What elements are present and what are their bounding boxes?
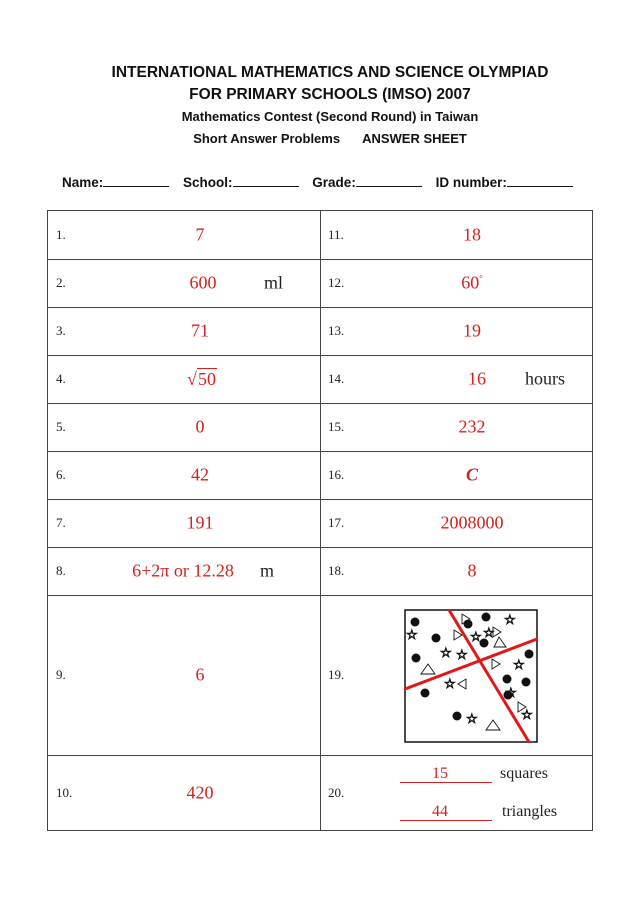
answer-cell-19: [320, 595, 592, 755]
dot-icon: [421, 689, 430, 698]
question-number: 18.: [328, 563, 345, 578]
title-line-1: INTERNATIONAL MATHEMATICS AND SCIENCE OLYMPIAD: [111, 64, 549, 81]
table-row: [48, 211, 592, 260]
star-icon: ☆: [470, 630, 482, 645]
answer-value: 8: [467, 560, 477, 581]
name-field[interactable]: [103, 174, 169, 187]
dot-icon: [411, 618, 420, 627]
degree-symbol: °: [479, 273, 483, 284]
answer-cell-15: [320, 403, 592, 451]
answer-value: 2008000: [440, 512, 504, 533]
answer-value: 18: [463, 224, 481, 245]
answer-cell-6: [48, 451, 320, 499]
square-root-answer: √50: [187, 369, 216, 389]
question-number: 14.: [328, 371, 345, 386]
answer-cell-7: [48, 499, 320, 547]
table-row: [48, 547, 592, 596]
grade-field[interactable]: [356, 174, 422, 187]
triangles-count: 44: [432, 803, 448, 820]
section-label: Short Answer Problems: [193, 131, 341, 146]
dot-icon: [522, 678, 531, 687]
table-row: [48, 595, 592, 756]
question-number: 19.: [328, 667, 345, 682]
question-number: 10.: [56, 785, 73, 800]
question-number: 20.: [328, 785, 345, 800]
answer-value: 42: [191, 464, 209, 485]
squares-count: 15: [432, 765, 448, 782]
answer-cell-8: [48, 547, 320, 595]
question-number: 1.: [56, 227, 66, 242]
answer-value: 7: [195, 224, 205, 245]
question-number: 6.: [56, 467, 66, 482]
answer-cell-1: [48, 211, 320, 259]
answer-cell-4: [48, 355, 320, 403]
subtitle-contest: Mathematics Contest (Second Round) in Taiwan: [181, 109, 479, 124]
question-number: 9.: [56, 667, 66, 682]
question-number: 7.: [56, 515, 66, 530]
table-row: [48, 403, 592, 452]
answer-cell-2: [48, 259, 320, 307]
two-part-answer: [320, 755, 592, 831]
squares-label: squares: [500, 765, 548, 782]
table-row: [48, 307, 592, 356]
answer-cell-14: [320, 355, 592, 403]
answer-cell-9: [48, 595, 320, 755]
answer-value: 232: [458, 416, 486, 437]
answer-value: 191: [186, 512, 214, 533]
question-number: 16.: [328, 467, 345, 482]
answer-cell-17: [320, 499, 592, 547]
answer-table: [47, 210, 593, 831]
answer-value: 19: [463, 320, 481, 341]
star-icon: ☆: [406, 628, 418, 643]
school-field[interactable]: [233, 174, 299, 187]
star-icon: ☆: [521, 708, 533, 723]
grade-label: Grade:: [312, 175, 356, 190]
dot-icon: [525, 650, 534, 659]
answer-cell-5: [48, 403, 320, 451]
shapes-figure: [404, 609, 538, 743]
answer-cell-11: [320, 211, 592, 259]
answer-value: 0: [195, 416, 205, 437]
answer-value: 6+2π or 12.28: [132, 560, 234, 581]
answer-cell-13: [320, 307, 592, 355]
answer-unit: ml: [264, 272, 284, 293]
answer-cell-10: [48, 755, 320, 831]
table-row: [48, 755, 592, 831]
question-number: 13.: [328, 323, 345, 338]
answer-value: 420: [186, 782, 214, 803]
question-number: 2.: [56, 275, 66, 290]
answer-value: 6: [195, 664, 205, 685]
triangles-label: triangles: [502, 803, 558, 820]
dot-icon: [464, 620, 473, 629]
star-icon: ☆: [440, 646, 452, 661]
question-number: 11.: [328, 227, 344, 242]
subtitle-sheet: [0, 131, 638, 146]
answer-cell-3: [48, 307, 320, 355]
answer-cell-12: [320, 259, 592, 307]
answer-value: 60: [461, 272, 480, 293]
dot-icon: [412, 654, 421, 663]
star-icon: ☆: [504, 613, 516, 628]
answer-unit: m: [260, 560, 275, 581]
answer-value: 50: [197, 369, 216, 389]
star-icon: ☆: [456, 648, 468, 663]
table-row: [48, 451, 592, 500]
name-label: Name:: [62, 175, 104, 190]
star-icon: ☆: [483, 626, 495, 641]
dot-icon: [503, 675, 512, 684]
answer-cell-18: [320, 547, 592, 595]
table-row: [48, 355, 592, 404]
dot-icon: [453, 712, 462, 721]
question-number: 15.: [328, 419, 345, 434]
table-row: [48, 499, 592, 548]
id-field[interactable]: [507, 174, 573, 187]
question-number: 8.: [56, 563, 66, 578]
answer-value: 71: [191, 320, 209, 341]
dot-icon: [482, 613, 491, 622]
student-info-row: [62, 174, 583, 190]
question-number: 12.: [328, 275, 345, 290]
answer-value: 600: [189, 272, 217, 293]
answer-unit: hours: [525, 368, 565, 389]
answer-value: 16: [468, 368, 486, 389]
question-number: 5.: [56, 419, 66, 434]
dot-icon: [432, 634, 441, 643]
star-icon: ☆: [505, 686, 517, 701]
question-number: 17.: [328, 515, 345, 530]
sheet-label: ANSWER SHEET: [362, 131, 467, 146]
answer-value-wrap: [461, 273, 483, 294]
school-label: School:: [183, 175, 233, 190]
star-icon: ☆: [444, 677, 456, 692]
answer-cell-20: [320, 755, 592, 831]
answer-value: C: [465, 464, 479, 485]
star-icon: ☆: [466, 712, 478, 727]
id-label: ID number:: [435, 175, 507, 190]
question-number: 4.: [56, 371, 66, 386]
answer-cell-16: [320, 451, 592, 499]
title-line-2: FOR PRIMARY SCHOOLS (IMSO) 2007: [189, 86, 471, 103]
star-icon: ☆: [513, 658, 525, 673]
table-row: [48, 259, 592, 308]
question-number: 3.: [56, 323, 66, 338]
